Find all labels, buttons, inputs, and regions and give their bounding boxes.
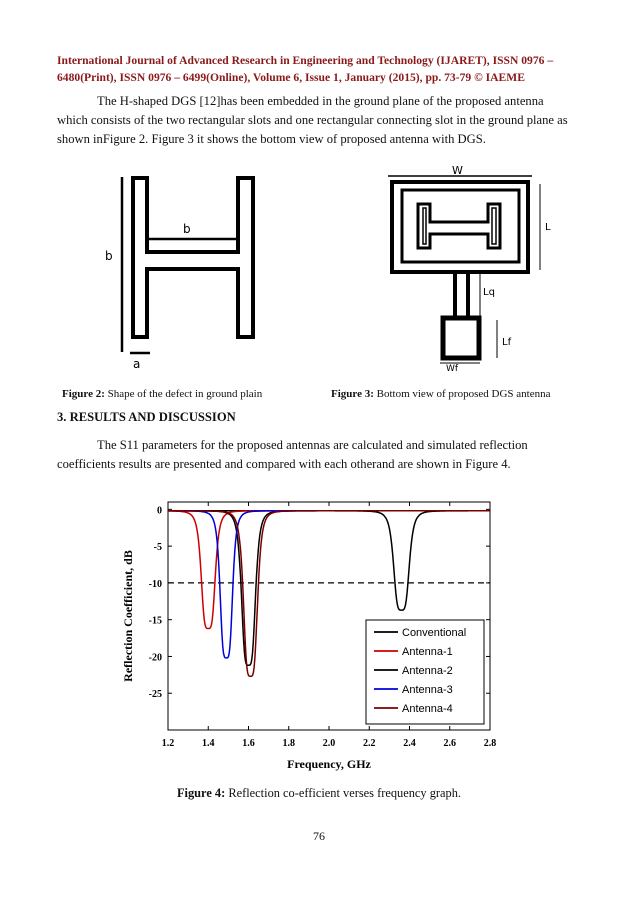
- x-tick-label: 1.6: [242, 738, 255, 749]
- journal-header-line-1: International Journal of Advanced Research in Engineering and Technology (IJARET), ISSN 0976 –: [57, 54, 554, 67]
- figure-4-reflection-chart: [110, 492, 510, 772]
- figure-2-caption-label: Figure 2:: [62, 388, 105, 400]
- label-wf: Wf: [446, 364, 459, 372]
- patch-frame-outer: [392, 182, 528, 272]
- figure-4-caption: [0, 786, 638, 801]
- x-tick-label: 1.8: [282, 738, 295, 749]
- x-tick-label: 2.8: [483, 738, 497, 749]
- figure-2-caption-text: Shape of the defect in ground plain: [104, 388, 263, 400]
- figure-4-caption-label: Figure 4:: [176, 786, 226, 800]
- figure-3-caption-text: Bottom view of proposed DGS antenna: [373, 388, 551, 400]
- intro-line-2: which consists of the two rectangular slots and one rectangular connecting slot in the ground plane as: [57, 113, 568, 127]
- h-shape-outline: [133, 178, 253, 337]
- label-b-left: b: [105, 249, 113, 263]
- figure-4-caption-text: Reflection co-efficient verses frequency graph.: [225, 786, 462, 800]
- legend-entry: Conventional: [402, 627, 467, 639]
- journal-header: [57, 52, 583, 86]
- y-tick-label: -10: [148, 578, 162, 590]
- y-axis-label: Reflection Coefficient, dB: [121, 550, 135, 682]
- x-axis-label: Frequency, GHz: [287, 757, 371, 771]
- x-tick-label: 1.4: [202, 738, 215, 749]
- intro-paragraph: [57, 92, 583, 149]
- x-tick-label: 1.2: [161, 738, 175, 749]
- y-tick-label: 0: [157, 505, 162, 517]
- h-slot: [418, 204, 500, 248]
- section-heading: 3. RESULTS AND DISCUSSION: [57, 410, 236, 424]
- feed-line-quarter-wave: [455, 272, 468, 318]
- label-lq: Lq: [483, 287, 495, 298]
- x-tick-label: 2.4: [403, 738, 416, 749]
- x-tick-label: 2.6: [443, 738, 456, 749]
- label-lf: Lf: [502, 337, 512, 348]
- results-paragraph: [57, 436, 583, 474]
- figure-2-h-shape-diagram: [95, 170, 270, 370]
- label-b-top: b: [183, 222, 191, 236]
- series-line-antenna-1: [168, 511, 490, 629]
- label-w: W: [452, 164, 463, 177]
- figure-3-caption-label: Figure 3:: [331, 388, 374, 400]
- h-slot-inner: [423, 208, 496, 244]
- results-line-2: coefficients results are presented and compared with each otherand are shown in Figure 4.: [57, 457, 511, 471]
- legend-entry: Antenna-2: [402, 665, 453, 677]
- figure-3-caption: [331, 388, 550, 400]
- figure-2-caption: [62, 388, 262, 400]
- y-tick-label: -20: [148, 652, 162, 664]
- journal-header-line-2: 6480(Print), ISSN 0976 – 6499(Online), Volume 6, Issue 1, January (2015), pp. 73-79 © IAEME: [57, 71, 525, 84]
- y-tick-label: -25: [148, 689, 162, 701]
- y-tick-label: -15: [148, 615, 162, 627]
- legend-entry: Antenna-1: [402, 646, 453, 658]
- label-a: a: [133, 357, 141, 370]
- x-tick-label: 2.2: [363, 738, 376, 749]
- legend-entry: Antenna-4: [402, 703, 453, 715]
- x-tick-label: 2.0: [322, 738, 336, 749]
- legend-entry: Antenna-3: [402, 684, 453, 696]
- results-line-1: The S11 parameters for the proposed antennas are calculated and simulated reflection: [97, 438, 528, 452]
- page-number: 76: [313, 829, 325, 843]
- label-l: L: [545, 222, 551, 233]
- intro-line-3: shown inFigure 2. Figure 3 it shows the bottom view of proposed antenna with DGS.: [57, 132, 486, 146]
- y-tick-label: -5: [153, 542, 162, 554]
- feed-port: [443, 318, 479, 358]
- figure-3-dgs-antenna-diagram: [380, 162, 560, 372]
- intro-line-1: The H-shaped DGS [12]has been embedded in the ground plane of the proposed antenna: [97, 94, 544, 108]
